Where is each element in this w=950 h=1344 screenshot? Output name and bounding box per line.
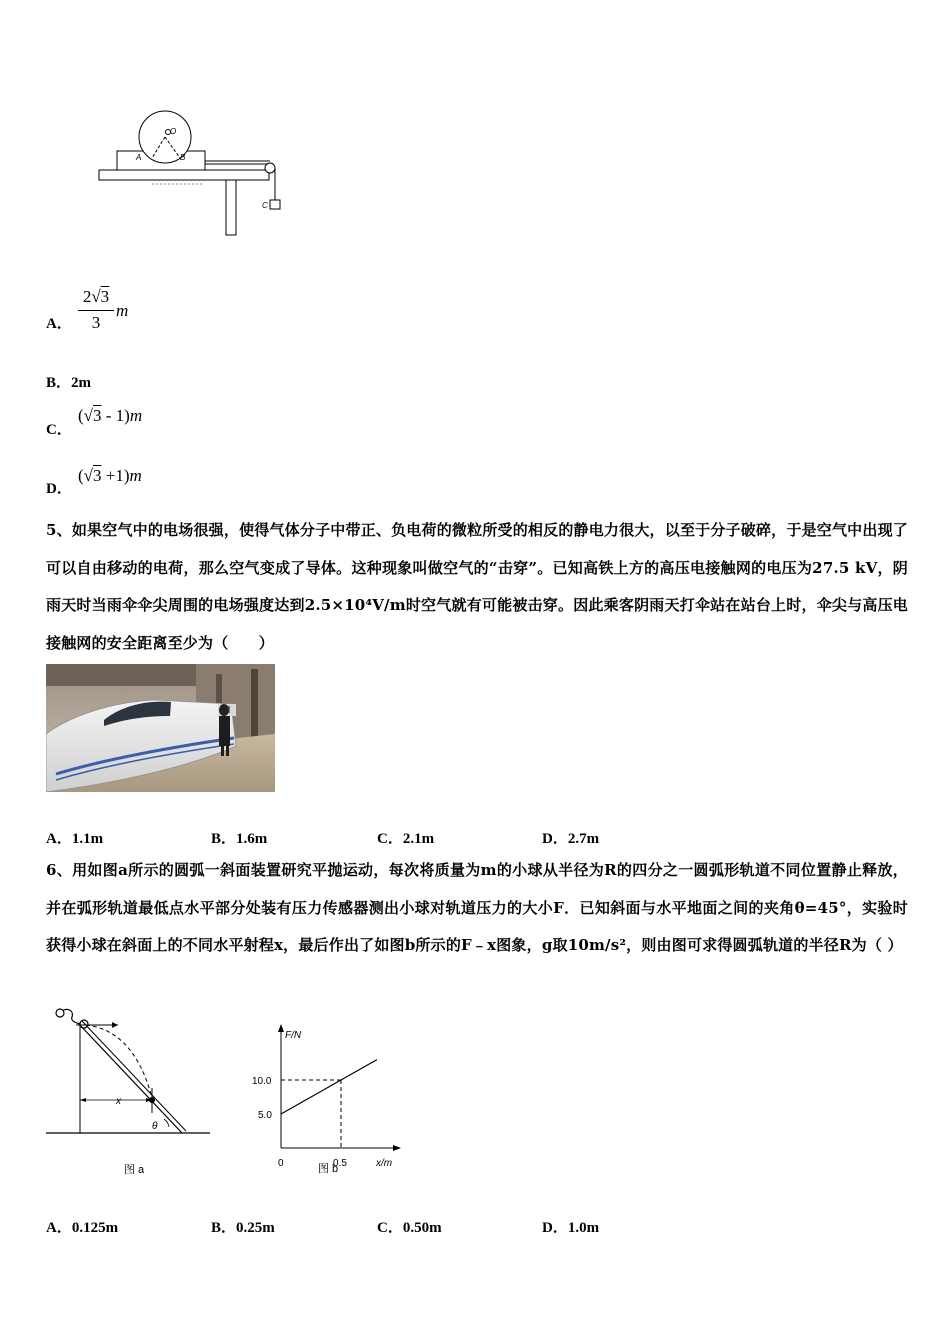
q4-label-b: B xyxy=(180,153,186,162)
q6-figure-b-chart xyxy=(246,1020,406,1180)
x-axis-arrow xyxy=(393,1145,401,1151)
q6-option-a: A．0.125m xyxy=(46,1220,119,1236)
q6-option-d: D．1.0m xyxy=(542,1220,600,1236)
q5-text: 如果空气中的电场很强，使得气体分子中带正、负电荷的微粒所受的相反的静电力很大，以至于分子破碎，于是空气中出现了可以自由移动的电荷，那么空气变成了导体。这种现象叫做空气的“击穿”。已知高铁上方的高压电接触网的电压为27.5 kV，阴雨天时当雨伞伞尖周围的电场强度达到2.5×10⁴V/m时空气就有可能被击穿。因此乘客阴雨天打伞站在站台上时，伞尖与高压电接触网的安全距离至少为（ ） xyxy=(46,521,908,652)
q4-option-a-label: A． xyxy=(46,316,72,332)
x-tick-05: 0.5 xyxy=(333,1158,347,1169)
q5-option-a: A．1.1m xyxy=(46,831,104,847)
q6-option-b: B．0.25m xyxy=(211,1220,275,1236)
y-tick-10: 10.0 xyxy=(252,1076,272,1087)
q6-figa-caption: 图 a xyxy=(124,1164,145,1176)
q6-stem xyxy=(46,852,908,965)
q6-text: 用如图a所示的圆弧一斜面装置研究平抛运动，每次将质量为m的小球从半径为R的四分之一圆弧形轨道不同位置静止释放，并在弧形轨道最低点水平部分处装有压力传感器测出小球对轨道压力的大小F．已知斜面与水平地面之间的夹角θ=45°，实验时获得小球在斜面上的不同水平射程x，最后作出了如图b所示的F﹣x图象，g取10m/s²，则由图可求得圆弧轨道的半径R为（ ） xyxy=(46,861,908,954)
q4-option-b: B．2m xyxy=(46,375,92,391)
q5-option-c: C．2.1m xyxy=(377,831,435,847)
x-axis-label: x/m xyxy=(376,1158,393,1169)
q4-figure xyxy=(92,100,292,240)
y-axis-label: F/N xyxy=(285,1030,302,1041)
q4-option-d-label: D． xyxy=(46,481,72,497)
q6-option-c: C．0.50m xyxy=(377,1220,442,1236)
q4-option-c-math: (√3 - 1)m xyxy=(78,406,143,425)
q4-label-c: C xyxy=(262,201,268,210)
q5-option-d: D．2.7m xyxy=(542,831,600,847)
q4-label-o: O xyxy=(170,127,177,136)
q6-figa-theta: θ xyxy=(152,1121,158,1132)
q5-number: 5、 xyxy=(46,521,72,539)
y-tick-5: 5.0 xyxy=(258,1110,272,1121)
q6-figa-x-label: x xyxy=(116,1096,121,1107)
y-axis-arrow xyxy=(278,1024,284,1032)
series-line xyxy=(281,1060,377,1114)
x-tick-0: 0 xyxy=(278,1158,284,1169)
q4-option-d-math: (√3 +1)m xyxy=(78,466,142,485)
q4-option-a-math: 2√3 3 m xyxy=(78,287,138,337)
q6-figure-a xyxy=(44,1003,212,1183)
q6-number: 6、 xyxy=(46,861,73,879)
q5-stem xyxy=(46,512,908,662)
q4-option-c-label: C． xyxy=(46,422,72,438)
q4-label-a: A xyxy=(136,153,142,162)
q6-figb-caption-text: 图 b xyxy=(318,1163,339,1175)
q5-option-b: B．1.6m xyxy=(211,831,268,847)
q5-train-photo xyxy=(46,664,275,792)
